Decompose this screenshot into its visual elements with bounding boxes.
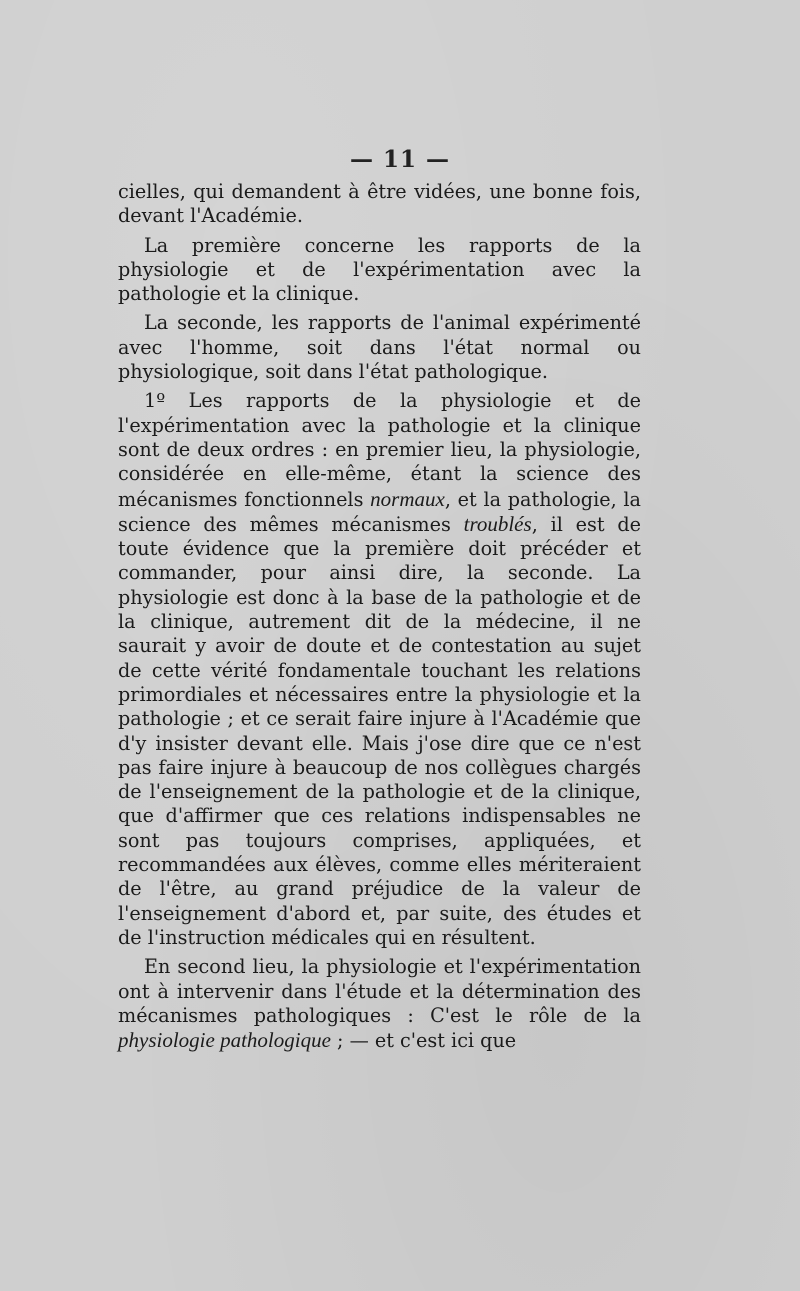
paragraph-second-question: La seconde, les rapports de l'animal expérimenté avec l'homme, soit dans l'état normal ou physiologique, soit dans l'état pathologique. [118,311,641,384]
paragraph-second-place [118,955,641,1053]
paragraph-text-segment: , il est de toute évidence que la première doit précéder et commander, pour ainsi dire, la seconde. La physiologie est donc à la base de la pathologie et de la clinique, autrement dit de la médecine, il ne saurait y avoir de doute et de contestation au sujet de cette vérité fondamentale touchant les relations primordiales et nécessaires entre la physiologie et la pathologie ; et ce serait faire injure à l'Académie que d'y insister devant elle. Mais j'ose dire que ce n'est pas faire injure à beaucoup de nos collègues chargés de l'enseignement de la pathologie et de la clinique, que d'affirmer que ces relations indispensables ne sont pas toujours comprises, appliquées, et recommandées aux élèves, comme elles mériteraient de l'être, au grand préjudice de la valeur de l'enseignement d'abord et, par suite, des études et de l'instruction médicales qui en résultent. [118,512,641,949]
body-text [118,180,641,1053]
paragraph-text-segment: En second lieu, la physiologie et l'expérimentation ont à intervenir dans l'étude et la détermination des mécanismes pathologiques : C'est le rôle de la [118,955,641,1027]
italic-term-normaux: normaux [370,486,445,511]
paragraph-continuation: cielles, qui demandent à être vidées, une bonne fois, devant l'Académie. [118,180,641,228]
paragraph-text-segment: 1º Les rapports de la physiologie et de l'expérimentation avec la pathologie et la clinique sont de deux ordres : en premier lieu, la physiologie, considérée en elle-même, étant la science des mécanismes fonctionnels [118,389,641,511]
italic-term-physiologie-pathologique: physiologie pathologique [118,1028,331,1053]
page-number: — 11 — [349,146,451,173]
italic-term-troubles: troublés [463,511,532,536]
paragraph-physiology-relations [118,389,641,950]
paragraph-text-segment: , et la pathologie, la science des mêmes mécanismes [118,487,641,536]
paragraph-text-segment: ; — et c'est ici que [330,1029,517,1053]
paragraph-first-question: La première concerne les rapports de la physiologie et de l'expérimentation avec la pathologie et la clinique. [118,233,641,306]
